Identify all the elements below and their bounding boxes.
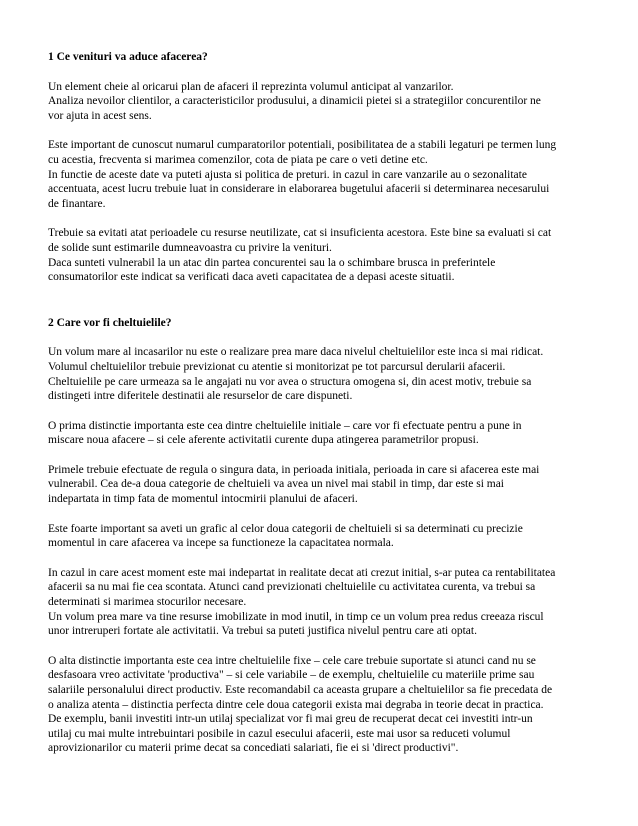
paragraph: Este important de cunoscut numarul cumparatorilor potentiali, posibilitatea de a stabili legaturi pe termen lung cu acestia, frecventa si marimea comenzilor, cota de piata pe care o veti detine etc. In functie de aceste date va puteti ajusta si politica de preturi. in cazul in care vanzarile au o sezonalitate accentuata, acest lucru trebuie luat in considerare in elaborarea bugetului afacerii si determinarea necesarului de finantare. <box>48 139 557 210</box>
paragraph: Un volum mare al incasarilor nu este o realizare prea mare daca nivelul cheltuielilor este inca si mai ridicat. Volumul cheltuielilor trebuie previzionat cu atentie si monitorizat pe tot parcursul derularii afacerii. Cheltuielile pe care urmeaza sa le angajati nu vor avea o structura omogena si, din acest motiv, trebuie sa distingeti intre diferitele destinatii ale resurselor de care dispuneti. <box>48 346 544 403</box>
section-heading: 1 Ce venituri va aduce afacerea? <box>48 51 208 63</box>
paragraph: Un element cheie al oricarui plan de afaceri il reprezinta volumul anticipat al vanzarilor. Analiza nevoilor clientilor, a caracteristicilor produsului, a dinamicii pietei si a strategiilor concurentilor ne vor ajuta in acest sens. <box>48 80 541 122</box>
document-page <box>48 50 604 771</box>
paragraph: O prima distinctie importanta este cea dintre cheltuielile initiale – care vor fi efectuate pentru a pune in miscare noua afacere – si cele aferente activitatii curente dupa atingerea parametrilor propusi. <box>48 419 522 447</box>
section-heading: 2 Care vor fi cheltuielile? <box>48 316 172 329</box>
paragraph: Trebuie sa evitati atat perioadele cu resurse neutilizate, cat si insuficienta acestora. Este bine sa evaluati si cat de solide sunt estimarile dumneavoastra cu privire la venituri. Daca sunteti vulnerabil la un atac din partea concurentei sau la o schimbare brusca in preferintele consumatorilor este indicat sa verificati daca aveti capacitatea de a depasi aceste situatii. <box>48 227 552 284</box>
paragraph: O alta distinctie importanta este cea intre cheltuielile fixe – cele care trebuie suportate si atunci cand nu se desfasoara vreo activitate 'productiva" – si cele variabile – de exemplu, cheltuielile cu materiile prime sau salariile personalului direct productiv. Este recomandabil ca aceasta grupare a cheltuielilor sa fie precedata de o analiza atenta – distinctia perfecta dintre cele doua categorii exista mai degraba in teorie decat in practica. De exemplu, banii investiti intr-un utilaj specializat vor fi mai greu de recuperat decat cei investiti intr-un utilaj cu mai multe intrebuintari posibile in cazul esecului afacerii, este mai usor sa reduceti volumul aprovizionarilor cu materii prime decat sa concediati salariati, fie ei si 'direct productivi". <box>48 654 553 755</box>
paragraph: Primele trebuie efectuate de regula o singura data, in perioada initiala, perioada in care si afacerea este mai vulnerabil. Cea de-a doua categorie de cheltuieli va avea un nivel mai stabil in timp, dar este si mai indepartata in timp fata de momentul intocmirii planului de afaceri. <box>48 463 540 506</box>
paragraph: Este foarte important sa aveti un grafic al celor doua categorii de cheltuieli si sa determinati cu precizie momentul in care afacerea va incepe sa functioneze la capacitatea normala. <box>48 522 523 550</box>
section-venituri <box>48 50 604 285</box>
section-cheltuieli <box>48 316 604 756</box>
section-spacer <box>48 300 604 316</box>
paragraph: In cazul in care acest moment este mai indepartat in realitate decat ati crezut initial, s-ar putea ca rentabilitatea afacerii sa nu mai fie cea scontata. Atunci cand previzionati cheltuielile cu activitatea curenta, va trebui sa determinati si marimea stocurilor necesare. Un volum prea mare va tine resurse imobilizate in mod inutil, in timp ce un volum prea redus creeaza riscul unor intreruperi fortate ale activitatii. Va trebui sa puteti justifica nivelul pentru care ati optat. <box>48 566 556 638</box>
